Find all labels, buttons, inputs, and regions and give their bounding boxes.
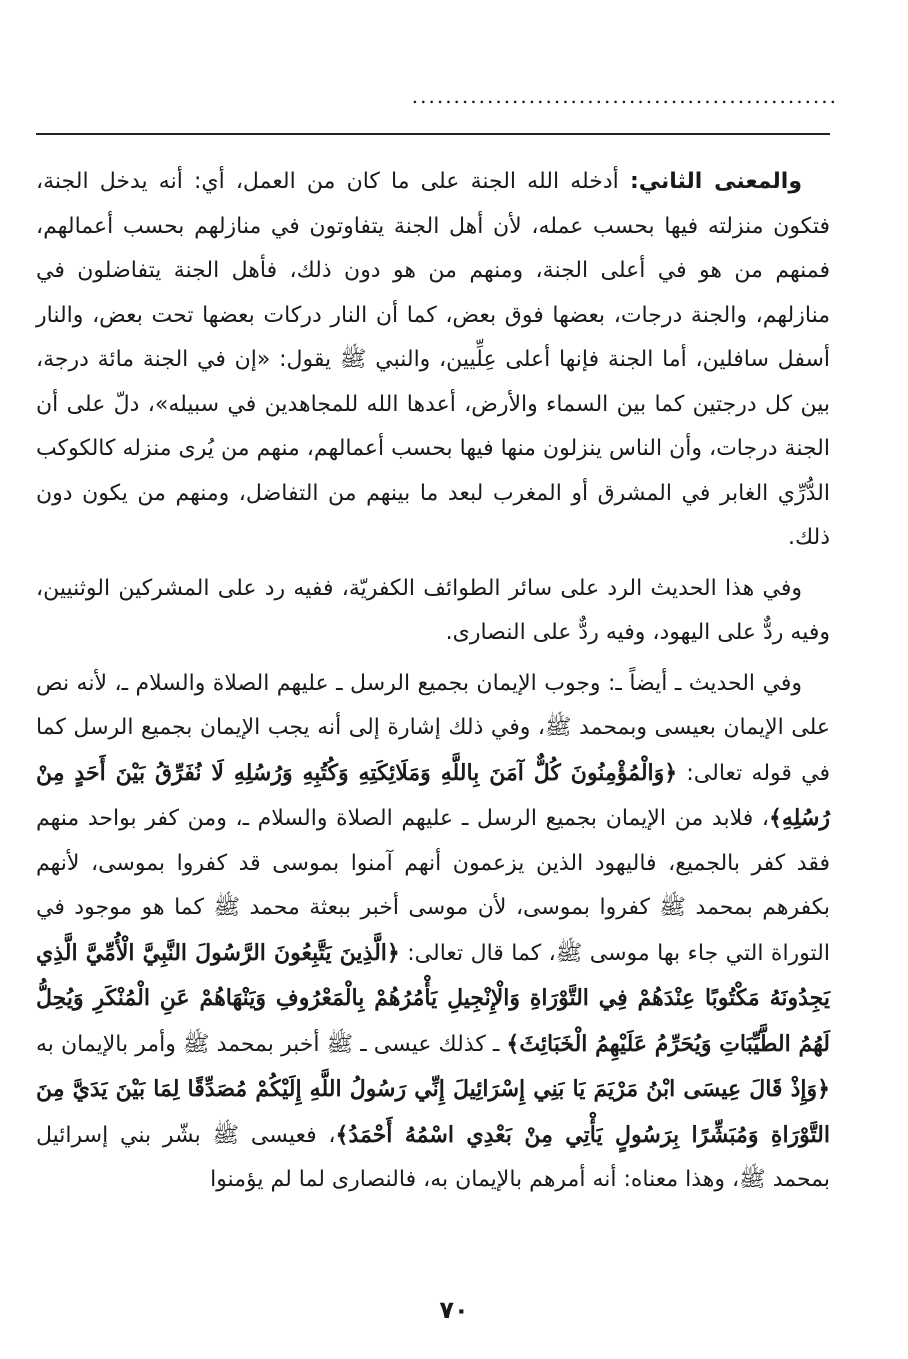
paragraph-2: [36, 567, 830, 656]
paragraph-text: وفي الحديث ـ أيضاً ـ: وجوب الإيمان بجميع الرسل ـ عليهم الصلاة والسلام ـ، لأنه نص على الإيمان بعيسى وبمحمد ﷺ، وفي ذلك إشارة إلى أنه يجب الإيمان بجميع الرسل كما في قوله تعالى:: [36, 670, 830, 786]
paragraph-lead: والمعنى الثاني:: [629, 169, 802, 194]
paragraph-text: ، فلابد من الإيمان بجميع الرسل ـ عليهم الصلاة والسلام ـ، ومن كفر بواحد منهم فقد كفر بالجميع، فاليهود الذين يزعمون أنهم آمنوا بموسى قد كفروا بموسى، لأنهم بكفرهم بمحمد ﷺ كفروا بموسى، لأن موسى أخبر ببعثة محمد ﷺ كما هو موجود في التوراة التي جاء بها موسى ﷺ، كما قال تعالى:: [36, 806, 830, 966]
quran-verse-3: ﴿وَإِذْ قَالَ عِيسَى ابْنُ مَرْيَمَ يَا بَنِي إِسْرَائِيلَ إِنِّي رَسُولُ اللَّهِ إِلَيْكُمْ مُصَدِّقًا لِمَا بَيْنَ يَدَيَّ مِنَ التَّوْرَاةِ وَمُبَشِّرًا بِرَسُولٍ يَأْتِي مِنْ بَعْدِي اسْمُهُ أَحْمَدُ﴾: [36, 1076, 830, 1148]
header-rule: [36, 133, 830, 135]
page-body: [36, 160, 830, 1209]
paragraph-text: ، فعيسى ﷺ بشّر بني إسرائيل بمحمد ﷺ، وهذا معناه: أنه أمرهم بالإيمان به، فالنصارى لما لم يؤمنوا: [36, 1122, 830, 1192]
paragraph-text: وفي هذا الحديث الرد على سائر الطوائف الكفريّة، ففيه رد على المشركين الوثنيين، وفيه ردٌّ على اليهود، وفيه ردٌّ على النصارى.: [36, 575, 830, 645]
paragraph-1: [36, 160, 830, 561]
paragraph-text: أدخله الله الجنة على ما كان من العمل، أي: أنه يدخل الجنة، فتكون منزلته فيها بحسب عمله، لأن أهل الجنة يتفاوتون في منازلهم بحسب أعمالهم، فمنهم من هو في أعلى الجنة، ومنهم من هو دون ذلك، فأهل الجنة يتفاضلون في منازلهم، والجنة درجات، بعضها فوق بعض، كما أن النار دركات بعضها تحت بعض، والنار أسفل سافلين، أما الجنة فإنها أعلى عِلِّيين، والنبي ﷺ يقول: «إن في الجنة مائة درجة، بين كل درجتين كما بين السماء والأرض، أعدها الله للمجاهدين في سبيله»، دلّ على أن الجنة درجات، وأن الناس ينزلون منها فيها بحسب أعمالهم، منهم من يُرى منزله كالكوكب الدُّرِّي الغابر في المشرق أو المغرب لبعد ما بينهم من التفاضل، ومنهم من يكون دون ذلك.: [36, 169, 830, 550]
quran-verse-2: ﴿الَّذِينَ يَتَّبِعُونَ الرَّسُولَ النَّبِيَّ الْأُمِّيَّ الَّذِي يَجِدُونَهُ مَكْتُوبًا عِنْدَهُمْ فِي التَّوْرَاةِ وَالْإِنْجِيلِ يَأْمُرُهُمْ بِالْمَعْرُوفِ وَيَنْهَاهُمْ عَنِ الْمُنْكَرِ وَيُحِلُّ لَهُمُ الطَّيِّبَاتِ وَيُحَرِّمُ عَلَيْهِمُ الْخَبَائِثَ﴾: [36, 939, 830, 1057]
header-dotted-line: ...................................................: [411, 86, 838, 106]
paragraph-text: ـ كذلك عيسى ـ ﷺ أخبر بمحمد ﷺ وأمر بالإيمان به: [36, 1031, 507, 1057]
page-number: ٧٠: [439, 1296, 469, 1324]
paragraph-3: [36, 662, 830, 1203]
quran-verse-1: ﴿وَالْمُؤْمِنُونَ كُلٌّ آمَنَ بِاللَّهِ وَمَلَائِكَتِهِ وَكُتُبِهِ وَرُسُلِهِ لَا نُفَرِّقُ بَيْنَ أَحَدٍ مِنْ رُسُلِهِ﴾: [36, 759, 830, 831]
